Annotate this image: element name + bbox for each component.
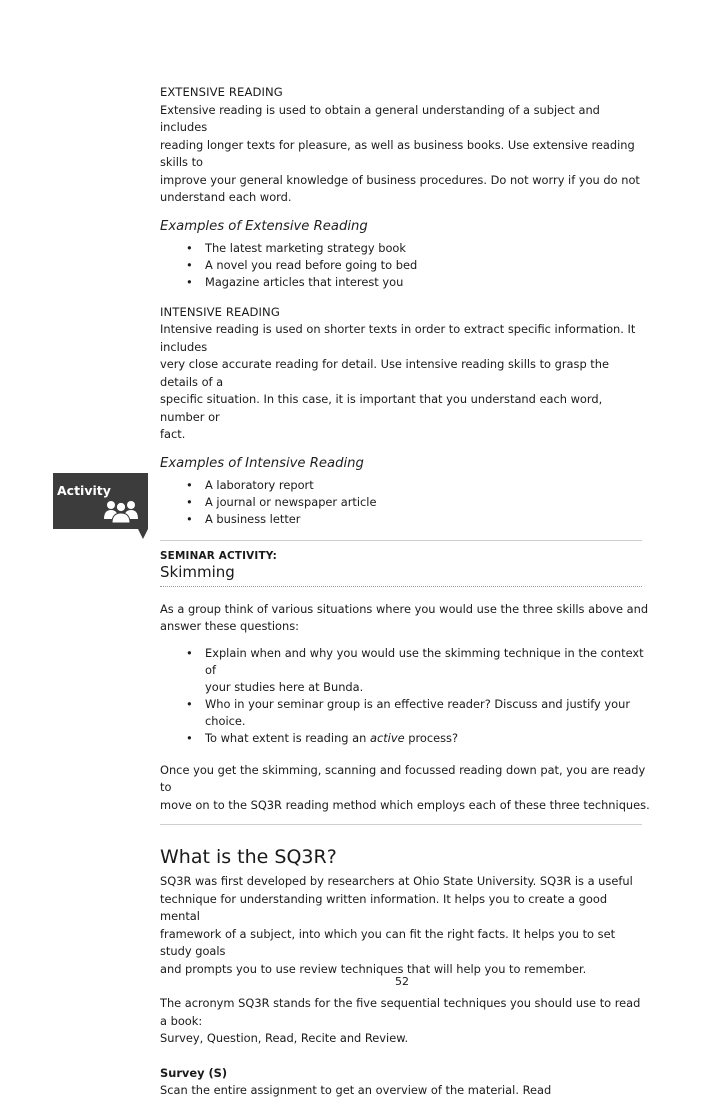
text-line: answer these questions: (160, 619, 300, 633)
list-item: • Who in your seminar group is an effective reader? Discuss and justify your choice. (186, 696, 631, 728)
text-line: improve your general knowledge of business procedures. Do not worry if you do not (160, 172, 640, 187)
survey-heading: Survey (S) (160, 1065, 228, 1080)
bullet-icon: • (186, 494, 193, 509)
bullet-icon: • (186, 696, 193, 711)
activity-badge (53, 473, 148, 539)
sq3r-paragraph-2 (160, 995, 650, 1048)
bullet-icon: • (186, 240, 193, 255)
text-line: As a group think of various situations where you would use the three skills above and (160, 601, 649, 616)
text-line: SQ3R was first developed by researchers at Ohio State University. SQ3R is a useful (160, 874, 633, 888)
list-item: • A journal or newspaper article (186, 494, 377, 509)
text-line: and prompts you to use review techniques that will help you to remember. (160, 961, 587, 976)
bullet-icon: • (186, 257, 193, 272)
survey-text: Scan the entire assignment to get an overview of the material. Read (160, 1083, 552, 1097)
activity-questions (160, 645, 650, 747)
page-number: 52 (395, 975, 409, 988)
list-item: • The latest marketing strategy book (186, 240, 406, 255)
text-line: technique for understanding written information. It helps you to create a good mental (160, 891, 608, 923)
sq3r-heading: What is the SQ3R? (160, 846, 337, 868)
intensive-examples-list (160, 477, 650, 528)
text-line: Survey, Question, Read, Recite and Review. (160, 1031, 409, 1045)
text-line: The acronym SQ3R stands for the five sequential techniques you should use to read a book: (160, 996, 641, 1028)
intensive-examples-heading: Examples of Intensive Reading (160, 455, 364, 471)
text-line: very close accurate reading for detail. Use intensive reading skills to grasp the details of a (160, 357, 610, 389)
activity-intro (160, 601, 650, 636)
list-item: • Explain when and why you would use the skimming technique in the context of your studies here at Bunda. (186, 645, 644, 694)
text-line: framework of a subject, into which you can fit the right facts. It helps you to set study goals (160, 926, 616, 958)
list-item: • Magazine articles that interest you (186, 274, 404, 289)
bullet-icon: • (186, 730, 193, 745)
bullet-icon: • (186, 477, 193, 492)
bullet-icon: • (186, 274, 193, 289)
text-line: reading longer texts for pleasure, as well as business books. Use extensive reading skills to (160, 137, 635, 169)
list-item: • A business letter (186, 511, 301, 526)
list-item: • A laboratory report (186, 477, 314, 492)
text-line: Once you get the skimming, scanning and focussed reading down pat, you are ready to (160, 762, 646, 794)
text-line: Extensive reading is used to obtain a general understanding of a subject and includes (160, 102, 600, 134)
extensive-paragraph (160, 102, 650, 207)
sq3r-paragraph-1 (160, 873, 650, 978)
text-line: understand each word. (160, 190, 292, 204)
extensive-examples-heading: Examples of Extensive Reading (160, 218, 368, 234)
activity-outro (160, 762, 650, 815)
list-item: • To what extent is reading an active process? (186, 730, 459, 745)
page-content (160, 84, 650, 1100)
list-item: • A novel you read before going to bed (186, 257, 418, 272)
intensive-paragraph (160, 321, 650, 444)
text-line: fact. (160, 427, 186, 441)
seminar-title: Skimming (160, 562, 235, 581)
group-people-icon (103, 497, 139, 529)
seminar-activity-header (160, 541, 650, 581)
intensive-heading: INTENSIVE READING (160, 304, 280, 319)
text-line: Intensive reading is used on shorter texts in order to extract specific information. It includes (160, 322, 636, 354)
text-line: specific situation. In this case, it is important that you understand each word, number or (160, 392, 603, 424)
extensive-examples-list (160, 240, 650, 291)
text-line: move on to the SQ3R reading method which employs each of these three techniques. (160, 797, 650, 812)
extensive-heading: EXTENSIVE READING (160, 85, 283, 99)
seminar-label: SEMINAR ACTIVITY: (160, 549, 277, 562)
bullet-icon: • (186, 645, 193, 660)
bullet-icon: • (186, 511, 193, 526)
activity-tag: Activity (57, 483, 111, 498)
